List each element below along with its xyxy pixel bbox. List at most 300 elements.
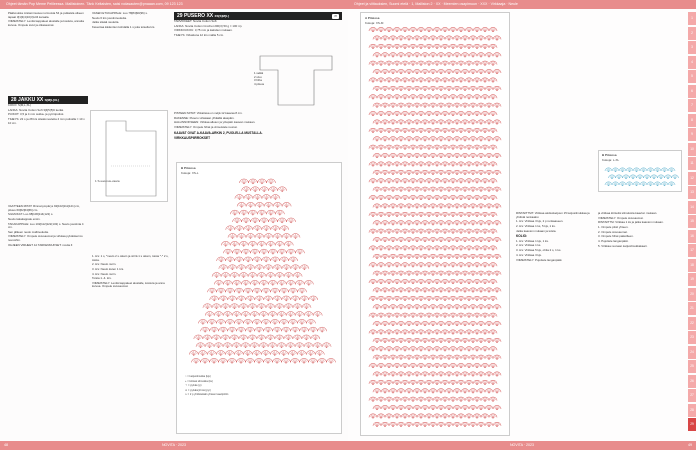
stitch-line (453, 297, 455, 301)
stitch-line (403, 263, 405, 267)
stitch-line (473, 137, 475, 141)
stitch-line (252, 305, 254, 309)
stitch-line (383, 205, 385, 209)
stitch-line (331, 359, 333, 363)
stitch-line (198, 337, 201, 340)
stitch-line (309, 345, 312, 348)
col2-top-1: VASEN ETUKAPPALE: Luo 78[84]90(96) s. (92, 12, 148, 15)
stitch-line (479, 255, 481, 259)
stitch-line (235, 353, 238, 356)
pusero-schematic (250, 50, 342, 110)
stitch-line (475, 179, 477, 183)
stitch-line (467, 79, 469, 83)
stitch-line (413, 196, 415, 200)
stitch-line (294, 306, 297, 309)
stitch-line (469, 45, 471, 49)
stitch-line (220, 298, 223, 301)
stitch-line (389, 112, 391, 116)
stitch-line (381, 196, 383, 200)
stitch-line (411, 146, 413, 150)
stitch-line (271, 180, 273, 184)
stitch-line (439, 305, 441, 309)
stitch-line (255, 219, 257, 223)
stitch-line (212, 328, 214, 332)
stitch-line (415, 188, 417, 192)
stitch-line (242, 234, 244, 238)
stitch-line (295, 267, 298, 270)
stitch-line (465, 272, 467, 276)
stitch-line (270, 220, 273, 223)
stitch-line (318, 312, 320, 316)
stitch-line (329, 359, 331, 363)
stitch-line (261, 305, 263, 309)
stitch-line (427, 129, 429, 133)
stitch-line (435, 179, 437, 183)
stitch-line (373, 280, 375, 284)
stitch-line (495, 289, 497, 293)
stitch-line (300, 281, 302, 285)
stitch-line (383, 305, 385, 309)
stitch-line (403, 163, 405, 167)
stitch-line (429, 263, 431, 267)
stitch-line (276, 337, 279, 340)
stitch-line (463, 238, 465, 242)
stitch-line (239, 227, 241, 231)
stitch-line (397, 112, 399, 116)
stitch-line (300, 289, 302, 293)
stitch-line (266, 228, 269, 231)
stitch-line (377, 137, 379, 141)
stitch-line (385, 137, 387, 141)
stitch-line (401, 205, 403, 209)
stitch-line (417, 154, 419, 158)
stitch-line (302, 351, 304, 355)
stitch-line (207, 336, 209, 340)
stitch-line (467, 263, 469, 267)
col1-intro-p1: Pääluvuista mistammuava nurmoista 54 ja pulkaisla ulkeen tapaat 3[1]3(4)10(3)x34 keraala. (8, 12, 84, 19)
stitch-line (249, 234, 251, 238)
stitch-line (306, 337, 309, 340)
stitch-line (413, 263, 415, 267)
stitch-line (238, 236, 241, 239)
stitch-line (247, 236, 250, 239)
stitch-line (302, 320, 304, 324)
stitch-line (493, 62, 495, 66)
stitch-line (270, 306, 273, 309)
stitch-line (289, 275, 292, 278)
stitch-line (197, 345, 200, 348)
stitch-line (439, 205, 441, 209)
stitch-line (310, 329, 313, 332)
stitch-line (250, 359, 252, 363)
stitch-line (282, 344, 284, 348)
stitch-line (223, 360, 226, 363)
stitch-line (447, 137, 449, 141)
stitch-line (289, 344, 291, 348)
stitch-line (395, 314, 397, 318)
stitch-line (255, 289, 257, 293)
stitch-line (477, 129, 479, 133)
stitch-line (230, 266, 232, 270)
stitch-line (451, 95, 453, 99)
stitch-line (493, 146, 495, 150)
stitch-line (291, 250, 293, 254)
stitch-line (477, 196, 479, 200)
stitch-line (375, 205, 377, 209)
stitch-line (473, 104, 475, 108)
stitch-line (298, 353, 301, 356)
stitch-line (395, 263, 397, 267)
stitch-line (242, 180, 244, 184)
stitch-line (379, 163, 381, 167)
stitch-line (403, 213, 405, 217)
stitch-line (275, 228, 278, 231)
stitch-line (322, 360, 325, 363)
stitch-line (311, 328, 313, 332)
stitch-line (228, 227, 230, 231)
stitch-line (291, 351, 293, 355)
stitch-line (381, 112, 383, 116)
stitch-line (255, 227, 257, 231)
stitch-line (262, 242, 264, 246)
stitch-line (401, 221, 403, 225)
col2-top (92, 12, 170, 102)
stitch-line (463, 289, 465, 293)
stitch-line (237, 281, 239, 285)
stitch-line (228, 282, 231, 285)
stitch-line (297, 251, 300, 254)
stitch-line (284, 321, 287, 324)
stitch-line (278, 204, 281, 207)
stitch-line (219, 345, 222, 348)
stitch-line (483, 314, 485, 318)
stitch-line (427, 196, 429, 200)
stitch-line (218, 259, 221, 262)
stitch-line (393, 305, 395, 309)
stitch-line (264, 220, 267, 223)
stitch-line (223, 297, 225, 301)
stitch-line (415, 221, 417, 225)
stitch-line (266, 266, 268, 270)
stitch-line (246, 314, 249, 317)
stitch-line (395, 179, 397, 183)
stitch-line (497, 53, 499, 57)
stitch-line (449, 70, 451, 74)
stitch-line (407, 272, 409, 276)
stitch-line (247, 329, 250, 332)
stitch-line (439, 121, 441, 125)
stitch-line (253, 281, 255, 285)
stitch-line (219, 282, 222, 285)
stitch-line (389, 146, 391, 150)
stitch-line (373, 230, 375, 234)
stitch-line (433, 37, 435, 41)
stitch-line (487, 238, 489, 242)
stitch-line (427, 230, 429, 234)
stitch-line (245, 228, 248, 231)
stitch-line (282, 281, 284, 285)
stitch-line (419, 314, 421, 318)
stitch-line (497, 137, 499, 141)
stitch-line (272, 228, 275, 231)
stitch-line (477, 297, 479, 301)
stitch-line (273, 345, 276, 348)
stitch-line (247, 298, 250, 301)
stitch-line (469, 230, 471, 234)
stitch-line (205, 336, 207, 340)
stitch-line (411, 62, 413, 66)
legend-dc-label: = pylväs (p) (187, 384, 202, 388)
stitch-line (421, 280, 423, 284)
stitch-line (497, 104, 499, 108)
stitch-line (485, 79, 487, 83)
stitch-line (276, 234, 278, 238)
stitch-line (427, 213, 429, 217)
stitch-line (459, 95, 461, 99)
stitch-line (409, 53, 411, 57)
stitch-line (443, 146, 445, 150)
stitch-line (202, 329, 205, 332)
stitch-line (281, 290, 284, 293)
stitch-line (411, 280, 413, 284)
stitch-line (391, 188, 393, 192)
stitch-line (248, 197, 251, 200)
stitch-line (395, 112, 397, 116)
stitch-line (471, 53, 473, 57)
stitch-line (282, 250, 284, 254)
stitch-line (431, 205, 433, 209)
stitch-line (257, 351, 259, 355)
stitch-line (305, 314, 308, 317)
stitch-line (483, 45, 485, 49)
stitch-line (429, 28, 431, 32)
stitch-line (473, 53, 475, 57)
stitch-line (445, 196, 447, 200)
stitch-line (266, 353, 269, 356)
stitch-line (311, 321, 314, 324)
stitch-line (483, 297, 485, 301)
stitch-line (407, 121, 409, 125)
stitch-line (282, 219, 284, 223)
stitch-line (252, 336, 254, 340)
stitch-line (473, 322, 475, 326)
stitch-line (213, 306, 216, 309)
stitch-line (291, 281, 293, 285)
stitch-line (395, 196, 397, 200)
stitch-line (441, 188, 443, 192)
stitch-line (286, 266, 288, 270)
stitch-line (377, 87, 379, 91)
stitch-line (393, 121, 395, 125)
stitch-line (445, 280, 447, 284)
stitch-line (199, 344, 201, 348)
stitch-line (423, 70, 425, 74)
stitch-line (284, 297, 286, 301)
stitch-line (264, 219, 266, 223)
stitch-line (405, 62, 407, 66)
stitch-line (251, 204, 254, 207)
stitch-line (296, 314, 299, 317)
stitch-line (395, 45, 397, 49)
stitch-line (235, 281, 237, 285)
stitch-line (417, 53, 419, 57)
stitch-line (435, 129, 437, 133)
stitch-line (239, 195, 241, 199)
stitch-line (262, 353, 265, 356)
stitch-line (443, 129, 445, 133)
stitch-line (401, 154, 403, 158)
stitch-line (397, 230, 399, 234)
stitch-line (461, 79, 463, 83)
stitch-line (479, 37, 481, 41)
stitch-line (267, 212, 270, 215)
stitch-line (229, 236, 232, 239)
stitch-line (413, 79, 415, 83)
stitch-line (439, 154, 441, 158)
stitch-line (264, 189, 267, 192)
stitch-line (481, 188, 483, 192)
stitch-line (479, 87, 481, 91)
stitch-line (467, 112, 469, 116)
stitch-line (295, 329, 298, 332)
stitch-line (279, 305, 281, 309)
stitch-line (481, 121, 483, 125)
stitch-line (461, 213, 463, 217)
stitch-line (373, 263, 375, 267)
stitch-line (238, 329, 241, 332)
stitch-line (226, 275, 229, 278)
stitch-line (491, 163, 493, 167)
stitch-line (381, 263, 383, 267)
stitch-line (256, 204, 259, 207)
stitch-line (453, 280, 455, 284)
stitch-line (453, 45, 455, 49)
stitch-line (268, 359, 270, 363)
stitch-line (383, 272, 385, 276)
stitch-line (399, 255, 401, 259)
stitch-line (235, 219, 237, 223)
stitch-line (377, 305, 379, 309)
stitch-line (275, 258, 277, 262)
stitch-line (206, 345, 209, 348)
stitch-line (405, 230, 407, 234)
stitch-line (248, 353, 251, 356)
stitch-line (262, 188, 264, 192)
stitch-line (280, 312, 282, 316)
stitch-line (447, 121, 449, 125)
stitch-line (453, 196, 455, 200)
stitch-line (437, 28, 439, 32)
stitch-line (304, 298, 307, 301)
stitch-line (487, 70, 489, 74)
stitch-line (425, 205, 427, 209)
stitch-line (279, 220, 282, 223)
stitch-line (427, 28, 429, 32)
stitch-line (491, 179, 493, 183)
stitch-line (264, 227, 266, 231)
stitch-line (245, 197, 248, 200)
stitch-line (431, 53, 433, 57)
stitch-line (262, 219, 264, 223)
stitch-line (267, 203, 269, 207)
stitch-line (273, 282, 276, 285)
stitch-line (246, 258, 248, 262)
stitch-line (417, 205, 419, 209)
stitch-line (379, 28, 381, 32)
stitch-line (248, 195, 250, 199)
stitch-line (255, 281, 257, 285)
col1-more-5: Sen jälkeen neulo mallineuletta. (8, 229, 49, 234)
stitch-line (463, 188, 465, 192)
stitch-line (196, 336, 198, 340)
stitch-line (239, 351, 241, 355)
stitch-line (216, 305, 218, 309)
stitch-line (279, 336, 281, 340)
stitch-line (399, 205, 401, 209)
stitch-line (318, 345, 321, 348)
stitch-line (251, 180, 253, 184)
stitch-line (497, 272, 499, 276)
stitch-line (409, 221, 411, 225)
stitch-line (455, 238, 457, 242)
stitch-line (377, 322, 379, 326)
stitch-line (316, 312, 318, 316)
stitch-line (304, 329, 307, 332)
stitch-line (373, 247, 375, 251)
stitch-line (304, 297, 306, 301)
stitch-line (311, 359, 313, 363)
stitch-line (431, 37, 433, 41)
stitch-line (242, 273, 244, 277)
left-footer: NOVITA · 2023 (0, 441, 348, 450)
stitch-line (257, 353, 260, 356)
stitch-line (471, 221, 473, 225)
stitch-line (298, 321, 301, 324)
stitch-line (449, 121, 451, 125)
stitch-line (264, 289, 266, 293)
stitch-line (463, 322, 465, 326)
stitch-line (417, 188, 419, 192)
stitch-line (287, 234, 289, 238)
stitch-line (461, 280, 463, 284)
stitch-line (245, 290, 248, 293)
stitch-line (451, 280, 453, 284)
stitch-line (233, 314, 236, 317)
stitch-line (421, 163, 423, 167)
stitch-line (429, 79, 431, 83)
stitch-line (455, 53, 457, 57)
stitch-line (217, 321, 220, 324)
stitch-line (425, 121, 427, 125)
stitch-line (441, 53, 443, 57)
stitch-line (445, 28, 447, 32)
stitch-line (463, 272, 465, 276)
stitch-line (286, 336, 288, 340)
stitch-line (262, 281, 264, 285)
stitch-line (241, 359, 243, 363)
stitch-line (300, 344, 302, 348)
stitch-line (479, 272, 481, 276)
stitch-line (277, 360, 280, 363)
jakku-title: 28 JAKKU (11, 97, 36, 103)
legend-sc-label: = kiinteä silmukka (ks) (187, 379, 213, 383)
stitch-line (331, 360, 334, 363)
stitch-line (257, 359, 259, 363)
stitch-line (264, 344, 266, 348)
stitch-line (395, 163, 397, 167)
stitch-line (222, 306, 225, 309)
stitch-line (227, 259, 230, 262)
